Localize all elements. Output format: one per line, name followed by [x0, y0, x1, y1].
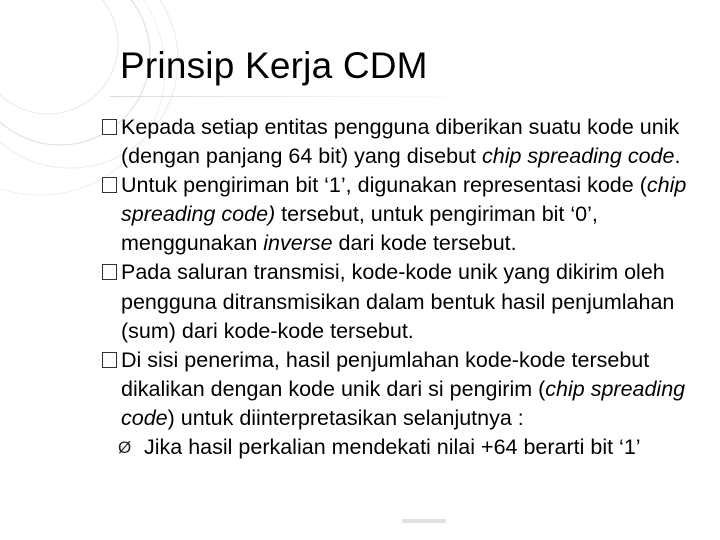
arrowhead-icon: Ø	[118, 438, 132, 458]
bullet-item	[100, 113, 700, 171]
bullet-item	[100, 171, 700, 258]
slide-content	[100, 113, 700, 462]
bullet-text: dari kode tersebut.	[332, 231, 517, 256]
bullet-emphasis: chip spreading code	[482, 144, 675, 169]
watermark-icon	[402, 516, 446, 529]
bullet-emphasis: inverse	[263, 231, 333, 256]
bullet-text: Di sisi penerima, hasil penjumlahan kode-kode tersebut dikalikan dengan kode unik dari si pengirim (	[121, 347, 650, 401]
bullet-emphasis: chip spreading code	[121, 376, 686, 430]
sub-bullet-text: Jika hasil perkalian mendekati nilai +64 berarti bit ‘1’	[144, 435, 641, 460]
bullet-text: Untuk pengiriman bit ‘1’, digunakan representasi kode (	[121, 173, 647, 198]
bullet-text: ) untuk diinterpretasikan selanjutnya :	[167, 405, 524, 430]
bullet-text: .	[674, 144, 681, 169]
checkbox-square-icon	[102, 177, 117, 193]
bullet-text: tersebut, untuk pengiriman bit ‘0’, menggunakan	[121, 202, 598, 256]
bullet-text: Pada saluran transmisi, kode-kode unik yang dikirim oleh pengguna ditransmisikan dalam bentuk hasil penjumlahan (sum) dari kode-kode tersebut.	[121, 260, 675, 343]
bullet-item	[100, 346, 700, 433]
bullet-text: Kepada setiap entitas pengguna diberikan suatu kode unik (dengan panjang 64 bit) yang disebut	[121, 115, 680, 169]
title-divider	[110, 96, 490, 97]
checkbox-square-icon	[102, 352, 117, 368]
bullet-item	[100, 258, 700, 345]
checkbox-square-icon	[102, 264, 117, 280]
sub-bullet-item	[100, 433, 700, 462]
bullet-emphasis: chip spreading code)	[121, 173, 687, 227]
slide-title: Prinsip Kerja CDM	[120, 45, 428, 86]
checkbox-square-icon	[102, 119, 117, 135]
